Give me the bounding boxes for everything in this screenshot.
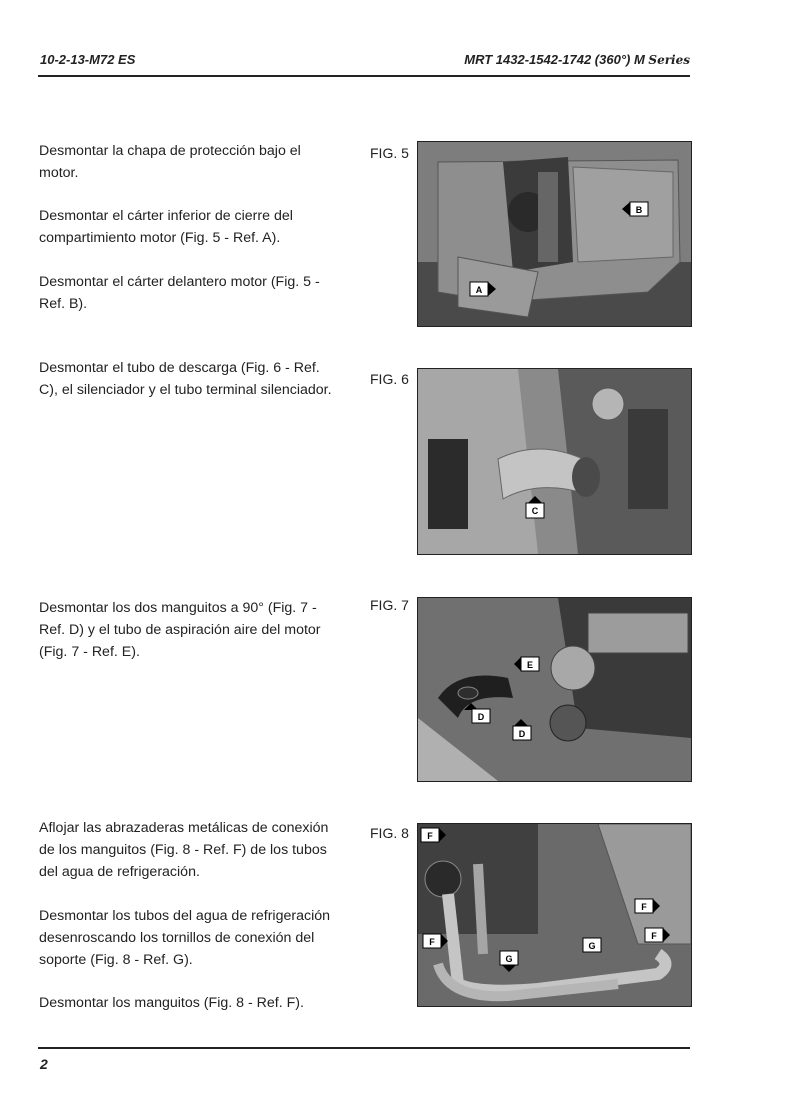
marker-label: G [505,954,513,964]
document-code: 10-2-13-M72 ES [40,52,136,67]
instruction-paragraph: Desmontar el cárter delantero motor (Fig. 5 - Ref. B). [39,274,320,312]
figure-label: FIG. 7 [370,597,409,613]
marker-label: A [475,285,483,295]
instruction-paragraph: Desmontar los manguitos (Fig. 8 - Ref. F). [39,995,304,1011]
footer-rule [38,1047,690,1049]
instruction-paragraph: Desmontar el tubo de descarga (Fig. 6 - Ref. C), el silenciador y el tubo terminal silenciador. [39,360,332,398]
figure-5-photo [417,141,692,327]
instruction-paragraph: Desmontar los tubos del agua de refrigeración desenroscando los tornillos de conexión del soporte (Fig. 8 - Ref. G). [39,908,331,968]
model-name: MRT 1432-1542-1742 (360°) M [464,52,645,67]
figure-6-photo [417,368,692,555]
marker-label: B [635,205,643,215]
page-number: 2 [40,1056,48,1072]
marker-label: F [429,937,435,947]
model-title [464,52,690,67]
marker-G [583,938,601,952]
figure-label: FIG. 8 [370,825,409,841]
marker-label: G [588,941,596,951]
figure-label: FIG. 5 [370,145,409,161]
marker-label: D [477,712,485,722]
series-wordmark: Series [648,53,690,67]
marker-label: C [531,506,539,516]
marker-label: F [641,902,647,912]
figure-label: FIG. 6 [370,371,409,387]
instruction-paragraph: Desmontar la chapa de protección bajo el motor. [39,143,301,181]
marker-label: F [651,931,657,941]
instruction-paragraph: Desmontar los dos manguitos a 90° (Fig. 7 - Ref. D) y el tubo de aspiración aire del motor (Fig. 7 - Ref. E). [39,600,321,660]
marker-label: E [526,660,534,670]
instruction-paragraph: Desmontar el cárter inferior de cierre del compartimiento motor (Fig. 5 - Ref. A). [39,208,293,246]
figure-7-photo [417,597,692,782]
marker-label: D [518,729,526,739]
marker-label: F [427,831,433,841]
header-rule [38,75,690,77]
instruction-paragraph: Aflojar las abrazaderas metálicas de conexión de los manguitos (Fig. 8 - Ref. F) de los tubos del agua de refrigeración. [39,820,329,880]
figure-8-photo [417,823,692,1007]
